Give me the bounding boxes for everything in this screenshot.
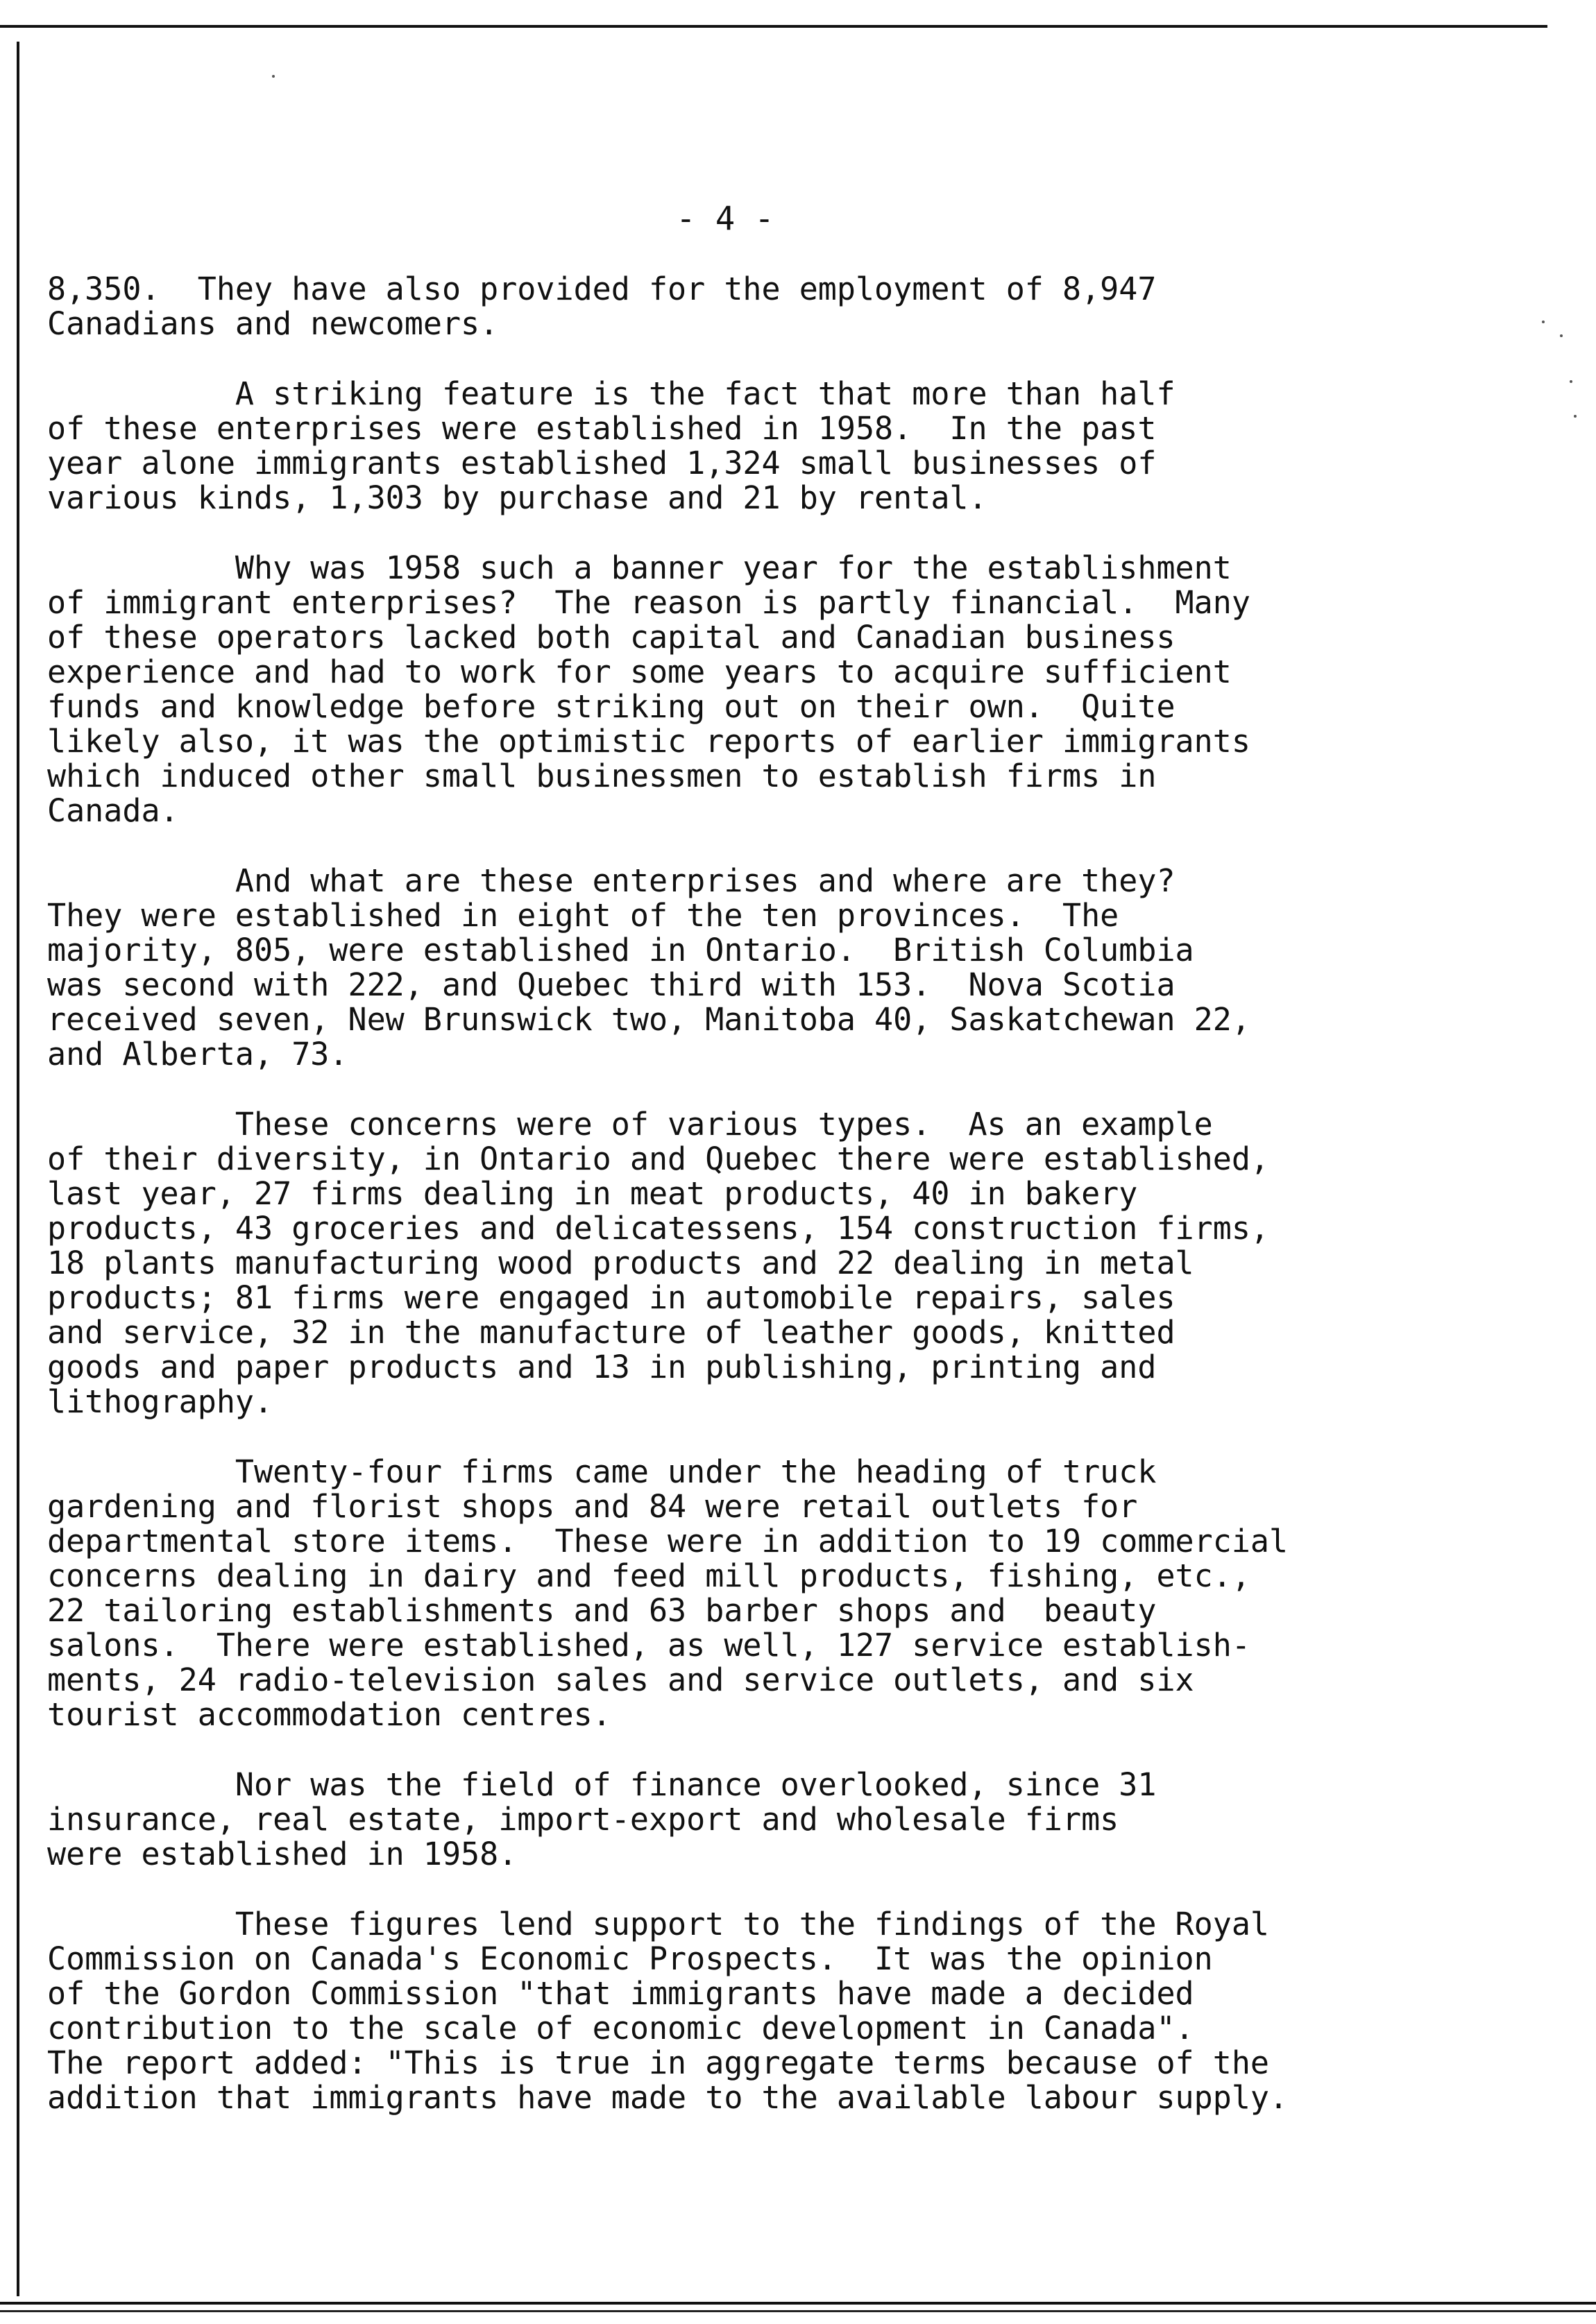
scan-speck — [1574, 415, 1577, 418]
text-line: likely also, it was the optimistic reports of earlier immigrants — [47, 723, 1250, 760]
text-line: of the Gordon Commission "that immigrants have made a decided — [47, 1975, 1194, 2012]
text-line: various kinds, 1,303 by purchase and 21 by rental. — [47, 479, 987, 516]
paragraph — [47, 377, 1532, 515]
text-line: lithography. — [47, 1383, 273, 1420]
text-line: goods and paper products and 13 in publishing, printing and — [47, 1349, 1157, 1385]
text-line: Nor was the field of finance overlooked, since 31 — [47, 1766, 1157, 1803]
text-line: 18 plants manufacturing wood products and 22 dealing in metal — [47, 1245, 1194, 1281]
text-line: was second with 222, and Quebec third with 153. Nova Scotia — [47, 966, 1175, 1003]
text-line: products, 43 groceries and delicatessens, 154 construction firms, — [47, 1210, 1269, 1247]
text-line: Twenty-four firms came under the heading of truck — [47, 1453, 1157, 1490]
scan-speck — [1570, 380, 1572, 383]
text-line: These concerns were of various types. As an example — [47, 1106, 1213, 1143]
page-border-top — [0, 25, 1547, 28]
scan-speck — [1542, 321, 1545, 323]
text-line: Canada. — [47, 792, 179, 829]
text-line: received seven, New Brunswick two, Manitoba 40, Saskatchewan 22, — [47, 1001, 1250, 1038]
paragraph — [47, 551, 1532, 828]
paragraph — [47, 864, 1532, 1072]
text-line: and service, 32 in the manufacture of leather goods, knitted — [47, 1314, 1175, 1351]
paragraph — [47, 1907, 1532, 2115]
text-line: were established in 1958. — [47, 1836, 518, 1872]
paragraph — [47, 1107, 1532, 1419]
paragraph — [47, 1768, 1532, 1872]
text-line: of these enterprises were established in 1958. In the past — [47, 410, 1157, 447]
text-line: 8,350. They have also provided for the employment of 8,947 — [47, 271, 1157, 307]
text-line: 22 tailoring establishments and 63 barber shops and beauty — [47, 1592, 1157, 1629]
text-line: funds and knowledge before striking out on their own. Quite — [47, 688, 1175, 725]
page-border-bottom — [0, 2302, 1596, 2305]
text-line: majority, 805, were established in Ontario. British Columbia — [47, 932, 1194, 968]
text-line: which induced other small businessmen to establish firms in — [47, 758, 1157, 794]
text-line: Canadians and newcomers. — [47, 305, 499, 342]
text-line: departmental store items. These were in addition to 19 commercial — [47, 1523, 1289, 1560]
text-line: of these operators lacked both capital and Canadian business — [47, 619, 1175, 656]
text-line: addition that immigrants have made to the available labour supply. — [47, 2079, 1289, 2116]
text-line: tourist accommodation centres. — [47, 1696, 611, 1733]
text-line: and Alberta, 73. — [47, 1036, 348, 1073]
text-line: salons. There were established, as well, 127 service establish- — [47, 1627, 1250, 1664]
text-line: contribution to the scale of economic development in Canada". — [47, 2010, 1194, 2047]
scan-speck — [272, 75, 275, 78]
text-line: These figures lend support to the findings of the Royal — [47, 1906, 1269, 1942]
body-text — [47, 272, 1532, 2151]
text-line: of immigrant enterprises? The reason is partly financial. Many — [47, 584, 1250, 621]
text-line: of their diversity, in Ontario and Quebec there were established, — [47, 1140, 1269, 1177]
text-line: experience and had to work for some years to acquire sufficient — [47, 653, 1232, 690]
page-border-bottom-inner — [0, 2310, 1596, 2312]
text-line: gardening and florist shops and 84 were retail outlets for — [47, 1488, 1138, 1525]
text-line: Why was 1958 such a banner year for the establishment — [47, 549, 1232, 586]
text-line: They were established in eight of the ten provinces. The — [47, 897, 1119, 934]
paragraph — [47, 272, 1532, 341]
text-line: concerns dealing in dairy and feed mill products, fishing, etc., — [47, 1557, 1250, 1594]
text-line: products; 81 firms were engaged in automobile repairs, sales — [47, 1279, 1175, 1316]
text-line: insurance, real estate, import-export and wholesale firms — [47, 1801, 1119, 1838]
text-line: And what are these enterprises and where are they? — [47, 862, 1175, 899]
page-border-left — [17, 42, 19, 2296]
text-line: last year, 27 firms dealing in meat products, 40 in bakery — [47, 1175, 1138, 1212]
text-line: The report added: "This is true in aggregate terms because of the — [47, 2044, 1269, 2081]
text-line: year alone immigrants established 1,324 small businesses of — [47, 445, 1157, 481]
page-number: - 4 - — [676, 200, 774, 238]
text-line: Commission on Canada's Economic Prospects. It was the opinion — [47, 1940, 1213, 1977]
text-line: A striking feature is the fact that more than half — [47, 375, 1175, 412]
text-line: ments, 24 radio-television sales and service outlets, and six — [47, 1661, 1194, 1698]
paragraph — [47, 1455, 1532, 1732]
scan-speck — [1560, 334, 1563, 337]
